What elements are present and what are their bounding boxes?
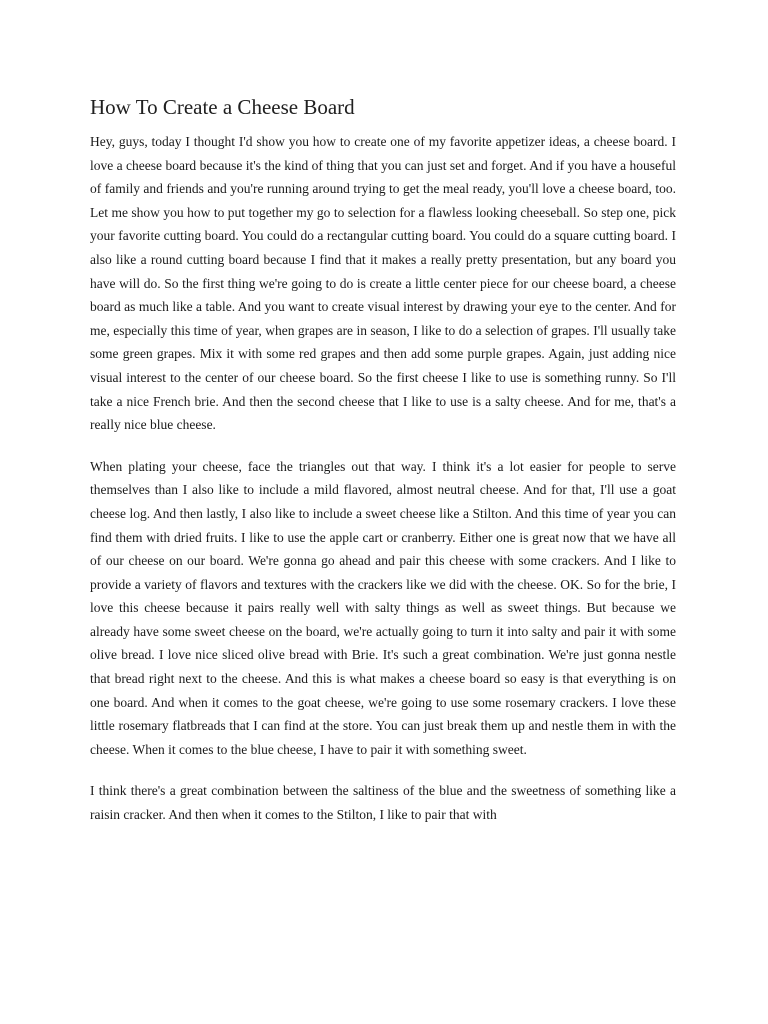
paragraph-3: I think there's a great combination between the saltiness of the blue and the sweetness of something like a raisin cracker. And then when it comes to the Stilton, I like to pair that with (90, 783, 676, 823)
document-page (90, 93, 676, 827)
paragraph-2: When plating your cheese, face the triangles out that way. I think it's a lot easier for people to serve themselves than I also like to include a mild flavored, almost neutral cheese. And for that, I'll use a goat cheese log. And then lastly, I also like to include a sweet cheese like a Stilton. And this time of year you can find them with dried fruits. I like to use the apple cart or cranberry. Either one is great now that we have all of our cheese on our board. We're gonna go ahead and pair this cheese with some crackers. And I like to provide a variety of flavors and textures with the crackers like we did with the cheese. OK. So for the brie, I love this cheese because it pairs really well with salty things as well as sweet things. But because we already have some sweet cheese on the board, we're actually going to turn it into salty and pair it with some olive bread. I love nice sliced olive bread with Brie. It's such a great combination. We're just gonna nestle that bread right next to the cheese. And this is what makes a cheese board so easy is that everything is on one board. And when it comes to the goat cheese, we're going to use some rosemary crackers. I love these little rosemary flatbreads that I can find at the store. You can just break them up and nestle them in with the cheese. When it comes to the blue cheese, I have to pair it with something sweet. (90, 458, 676, 757)
paragraph-1: Hey, guys, today I thought I'd show you how to create one of my favorite appetizer ideas, a cheese board. I love a cheese board because it's the kind of thing that you can just set and forget. And if you have a houseful of family and friends and you're running around trying to get the meal ready, you'll love a cheese board, too. Let me show you how to put together my go to selection for a flawless looking cheeseball. So step one, pick your favorite cutting board. You could do a rectangular cutting board. You could do a square cutting board. I also like a round cutting board because I find that it makes a really pretty presentation, but any board you have will do. So the first thing we're going to do is create a little center piece for our cheese board, a cheese board as much like a table. And you want to create visual interest by drawing your eye to the center. And for me, especially this time of year, when grapes are in season, I like to do a selection of grapes. I'll usually take some green grapes. Mix it with some red grapes and then add some purple grapes. Again, just adding nice visual interest to the center of our cheese board. So the first cheese I like to use is something runny. So I'll take a nice French brie. And then the second cheese that I like to use is a salty cheese. And for me, that's a really nice blue cheese. (90, 134, 676, 433)
document-title: How To Create a Cheese Board (90, 95, 355, 119)
